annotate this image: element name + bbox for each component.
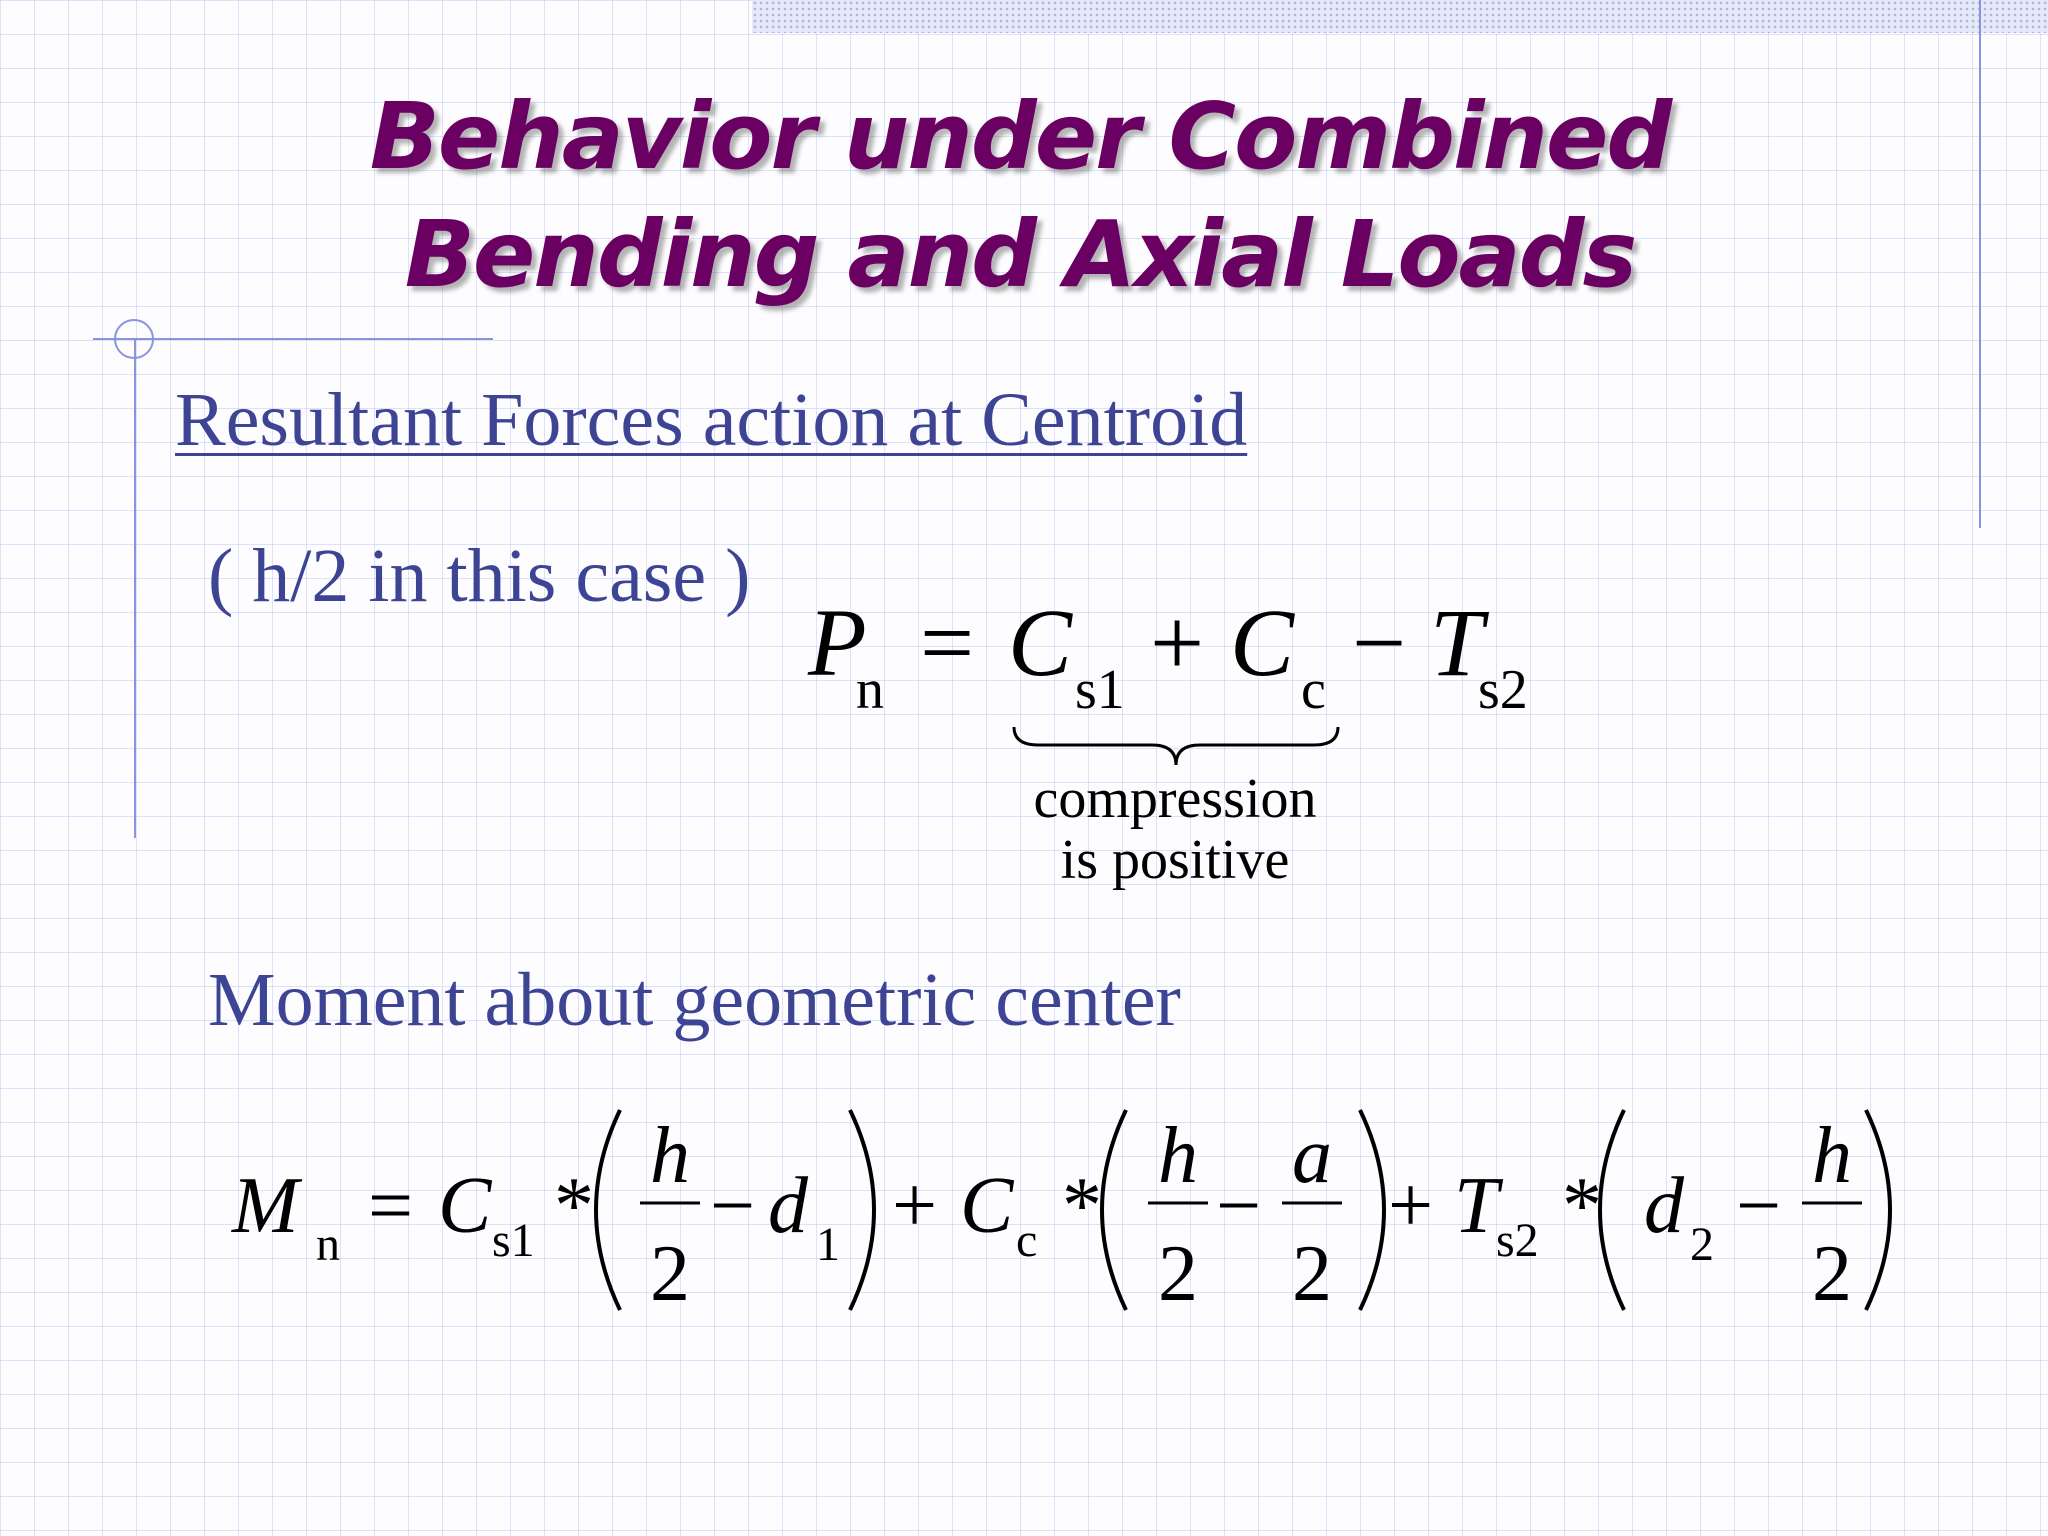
eq2-d-2: d [1644, 1162, 1684, 1250]
moment-equation [220, 1100, 1920, 1330]
slide-title [250, 78, 1790, 314]
right-vertical-rule [1979, 0, 1981, 528]
eq2-M: M [232, 1162, 299, 1250]
eq2-h-3: h [1812, 1112, 1852, 1200]
paren-close-1 [850, 1110, 874, 1310]
eq2-plus-1: + [892, 1162, 938, 1250]
eq2-T-s2: T [1454, 1162, 1499, 1250]
eq2-d-1: d [768, 1162, 808, 1250]
paren-open-3 [1600, 1110, 1624, 1310]
eq2-two-4: 2 [1812, 1230, 1852, 1318]
eq2-minus-1: − [710, 1162, 756, 1250]
axial-force-equation [790, 589, 1570, 905]
eq2-star-3: * [1562, 1162, 1602, 1250]
eq1-minus: − [1352, 589, 1407, 696]
brace-label-line-2: is positive [1060, 829, 1290, 891]
eq2-plus-2: + [1388, 1162, 1434, 1250]
eq1-sub-s2: s2 [1478, 659, 1528, 721]
moment-label: Moment about geometric center [208, 958, 1181, 1042]
eq2-star-1: * [554, 1162, 594, 1250]
eq2-h-2: h [1158, 1112, 1198, 1200]
eq2-C-s1: C [438, 1162, 492, 1250]
eq2-sub-1: 1 [816, 1218, 840, 1271]
underbrace [1014, 727, 1338, 765]
subtitle-resultant-forces: Resultant Forces action at Centroid [175, 378, 1248, 462]
eq2-C-c: C [960, 1162, 1014, 1250]
left-vertical-rule [134, 340, 136, 838]
paren-close-3 [1866, 1110, 1890, 1310]
brace-label-line-1: compression [1033, 768, 1317, 830]
paren-close-2 [1360, 1110, 1384, 1310]
eq2-star-2: * [1062, 1162, 1102, 1250]
eq2-h-1: h [650, 1112, 690, 1200]
slide-title-line-1: Behavior under Combined [369, 83, 1671, 190]
slide-title-line-2: Bending and Axial Loads [404, 201, 1636, 308]
note-h-over-2: ( h/2 in this case ) [208, 534, 751, 618]
eq1-sub-n: n [856, 659, 884, 721]
eq1-sub-c: c [1301, 659, 1326, 721]
eq2-minus-3: − [1736, 1162, 1782, 1250]
eq2-a: a [1292, 1112, 1332, 1200]
eq2-sub-s2: s2 [1496, 1214, 1539, 1267]
eq2-two-3: 2 [1292, 1230, 1332, 1318]
eq1-C-s1: C [1008, 589, 1073, 696]
paren-open-1 [596, 1110, 620, 1310]
eq1-P: P [808, 589, 867, 696]
eq2-two-2: 2 [1158, 1230, 1198, 1318]
eq2-sub-c: c [1016, 1214, 1038, 1267]
eq2-sub-s1: s1 [492, 1214, 535, 1267]
eq2-sub-2: 2 [1690, 1218, 1714, 1271]
top-decorative-band [752, 0, 2048, 33]
eq1-equals: = [920, 589, 975, 696]
eq2-minus-2: − [1216, 1162, 1262, 1250]
eq2-equals: = [368, 1162, 414, 1250]
eq1-sub-s1: s1 [1075, 659, 1125, 721]
eq1-plus: + [1150, 589, 1205, 696]
eq1-T-s2: T [1430, 589, 1484, 696]
eq2-sub-n: n [316, 1218, 340, 1271]
eq1-C-c: C [1230, 589, 1295, 696]
paren-open-2 [1102, 1110, 1126, 1310]
eq2-two-1: 2 [650, 1230, 690, 1318]
corner-circle-ornament [114, 319, 154, 359]
